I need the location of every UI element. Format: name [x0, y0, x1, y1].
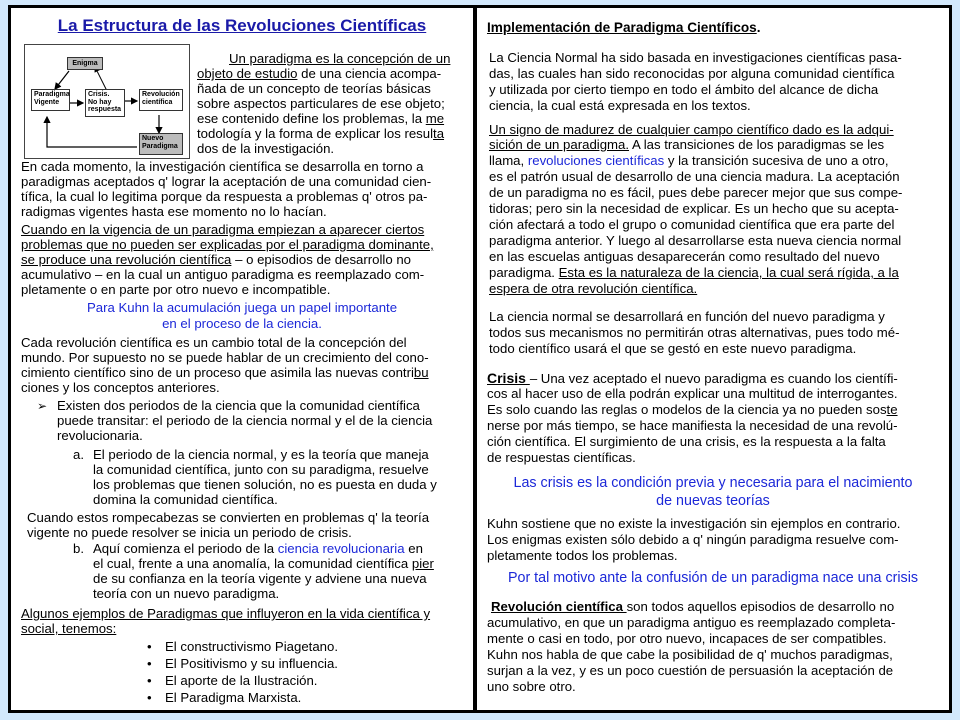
r-p2-line-10: paradigma. Esta es la naturaleza de la ciencia, la cual será rígida, a la: [489, 265, 899, 280]
item-a-line-3: los problemas que tienen solución, no es puesta en duda y: [93, 477, 437, 492]
crisis-line-6: de respuestas científicas.: [487, 450, 636, 465]
examples-line-2: social, tenemos:: [21, 621, 117, 636]
diagram-node-crisis: Crisis. No hay respuesta: [85, 89, 125, 117]
diagram-node-revolucion: Revolución científica: [139, 89, 183, 111]
intro-line-3: ñada de un concepto de teorías básicas: [197, 81, 431, 96]
example-item-3: El aporte de la Ilustración.: [165, 673, 318, 688]
r-p2-line-5: de un paradigma no es fácil, pues debe parecer mejor que sus compe-: [489, 185, 903, 200]
intro-line-7: dos de la investigación.: [197, 141, 335, 156]
r-p3-line-2: todos sus mecanismos no permitirán otras alternativas, pues todo mé-: [489, 325, 900, 340]
p2-line-2: problemas que no pueden ser explicadas por el paradigma dominante,: [21, 237, 434, 252]
intro-line-6: todología y la forma de explicar los resulta: [197, 126, 445, 141]
example-item-1: El constructivismo Piagetano.: [165, 639, 338, 654]
p1-line-4: radigmas vigentes hasta ese momento no lo hacían.: [21, 204, 327, 219]
kuhn-quote-line-2: en el proceso de la ciencia.: [162, 316, 322, 331]
crisis-line-1: Crisis – Una vez aceptado el nuevo paradigma es cuando los científi-: [487, 370, 898, 386]
revolution-line-5: surjan a la vez, y es un poco cuestión de persuasión la aceptación de: [487, 663, 894, 678]
item-a-label: a.: [73, 447, 84, 462]
r-p4-line-3: pletamente todos los problemas.: [487, 548, 678, 563]
crisis-quote-line-1: Las crisis es la condición previa y necesaria para el nacimiento: [513, 475, 913, 491]
bullet-icon: •: [147, 673, 152, 688]
r-p2-line-11: espera de otra revolución científica.: [489, 281, 698, 296]
r-p3-line-3: todo científico usará el que se gestó en este nuevo paradigma.: [489, 341, 857, 356]
revolution-line-2: acumulativo, en que un paradigma antiguo es reemplazado completa-: [487, 615, 896, 630]
p1-line-1: En cada momento, la investigación científica se desarrolla en torno a: [21, 159, 424, 174]
r-p1-line-1: La Ciencia Normal ha sido basada en investigaciones científicas pasa-: [489, 50, 902, 65]
p3-line-4: ciones y los conceptos anteriores.: [21, 380, 220, 395]
p3-line-1: Cada revolución científica es un cambio total de la concepción del: [21, 335, 407, 350]
r-p1-line-3: y utilizada por cierto tiempo en todo el ámbito del alcance de dicha: [489, 82, 879, 97]
kuhn-quote-line-1: Para Kuhn la acumulación juega un papel importante: [86, 300, 398, 315]
periods-line-2: puede transitar: el periodo de la ciencia normal y el de la ciencia: [57, 413, 433, 428]
item-b-line-3: de su confianza en la teoría vigente y adviene una nueva: [93, 571, 427, 586]
bullet-icon: •: [147, 656, 152, 671]
item-b-line-2: el cual, frente a una anomalía, la comunidad científica pier: [93, 556, 434, 571]
item-b-line-4: teoría con un nuevo paradigma.: [93, 586, 280, 601]
p3-line-2: mundo. Por supuesto no se puede hablar de un crecimiento del cono-: [21, 350, 429, 365]
r-p2-line-7: ción afectará a todo el grupo o comunidad científica que era parte del: [489, 217, 895, 232]
p1-line-2: paradigmas aceptados q' lograr la aceptación de una comunidad cien-: [21, 174, 432, 189]
intro-line-2: objeto de estudio de una ciencia acompa-: [197, 66, 442, 81]
r-p2-line-2: sición de un paradigma. A las transiciones de los paradigmas se les: [489, 137, 885, 152]
crisis-line-2: cos al hacer uso de ella podrán explicar una multitud de interrogantes.: [487, 386, 898, 401]
right-title: Implementación de Paradigma Científicos.: [487, 20, 761, 35]
intro-line-4: sobre aspectos particulares de ese objeto;: [197, 96, 445, 111]
left-title: La Estructura de las Revoluciones Científicas: [57, 16, 427, 35]
item-b-line-1: Aquí comienza el periodo de la ciencia revolucionaria en: [93, 541, 423, 556]
diagram-node-paradigma-vigente: Paradigma Vigente: [31, 89, 70, 111]
confusion-quote: Por tal motivo ante la confusión de un paradigma nace una crisis: [507, 570, 919, 586]
p4-line-2: vigente no puede resolver se inicia un periodo de crisis.: [27, 525, 352, 540]
p2-line-3: se produce una revolución científica – o episodios de desarrollo no: [21, 252, 412, 267]
r-p2-line-6: tidoras; pero sin la necesidad de explicar. Es un hecho que su acepta-: [489, 201, 899, 216]
p2-line-4: acumulativo – en la cual un antiguo paradigma es reemplazado com-: [21, 267, 425, 282]
periods-line-3: revolucionaria.: [57, 428, 143, 443]
arrow-bullet-icon: ➢: [37, 399, 48, 413]
periods-line-1: Existen dos periodos de la ciencia que la comunidad científica: [57, 398, 420, 413]
r-p2-line-9: en las escuelas antiguas desaparecerán como resultado del nuevo: [489, 249, 880, 264]
p4-line-1: Cuando estos rompecabezas se convierten en problemas q' la teoría: [27, 510, 430, 525]
bullet-icon: •: [147, 639, 152, 654]
r-p2-line-8: paradigma anterior. Y luego al desarrollarse esta nueva ciencia normal: [489, 233, 902, 248]
r-p1-line-2: das, las cuales han sido reconocidas por alguna comunidad científica: [489, 66, 895, 81]
crisis-quote-line-2: de nuevas teorías: [656, 493, 770, 509]
example-item-2: El Positivismo y su influencia.: [165, 656, 338, 671]
r-p4-line-1: Kuhn sostiene que no existe la investigación sin ejemplos en contrario.: [487, 516, 901, 531]
crisis-line-4: nerse por más tiempo, se hace manifiesta la necesidad de una revolú-: [487, 418, 898, 433]
r-p4-line-2: Los enigmas existen sólo debido a q' ningún paradigma resuelve com-: [487, 532, 899, 547]
item-a-line-4: domina la comunidad científica.: [93, 492, 278, 507]
r-p2-line-1: Un signo de madurez de cualquier campo científico dado es la adqui-: [489, 122, 894, 137]
intro-line-5: ese contenido define los problemas, la me: [197, 111, 445, 126]
r-p2-line-4: es el patrón usual de desarrollo de una ciencia madura. La aceptación: [489, 169, 900, 184]
p2-line-1: Cuando en la vigencia de un paradigma empiezan a aparecer ciertos: [21, 222, 425, 237]
r-p3-line-1: La ciencia normal se desarrollará en función del nuevo paradigma y: [489, 309, 885, 324]
right-panel: [474, 5, 952, 713]
p1-line-3: tífica, la cual lo legitima porque da respuesta a problemas q' otros pa-: [21, 189, 428, 204]
p3-line-3: cimiento científico sino de un proceso que asimila las nuevas contribu: [21, 365, 429, 380]
revolution-line-3: mente o casi en todo, por otro nuevo, incapaces de ser compatibles.: [487, 631, 887, 646]
revolution-line-4: Kuhn nos habla de que cabe la posibilidad de q' muchos paradigmas,: [487, 647, 893, 662]
diagram-node-nuevo-paradigma: Nuevo Paradigma: [139, 133, 183, 155]
item-a-line-1: El periodo de la ciencia normal, y es la teoría que maneja: [93, 447, 429, 462]
revolution-line-6: uno sobre otro.: [487, 679, 576, 694]
crisis-line-5: ción científica. El surgimiento de una crisis, es la respuesta a la falta: [487, 434, 886, 449]
intro-line-1: Un paradigma es la concepción de un: [229, 51, 451, 66]
r-p1-line-4: ciencia, la cual está expresada en los textos.: [489, 98, 751, 113]
item-a-line-2: la comunidad científica, junto con su paradigma, resuelve: [93, 462, 429, 477]
examples-line-1: Algunos ejemplos de Paradigmas que influyeron en la vida científica y: [21, 606, 431, 621]
p2-line-5: pletamente o en parte por otro nuevo e incompatible.: [21, 282, 331, 297]
crisis-line-3: Es solo cuando las reglas o modelos de la ciencia ya no pueden soste: [487, 402, 898, 417]
example-item-4: El Paradigma Marxista.: [165, 690, 302, 705]
item-b-label: b.: [73, 541, 84, 556]
revolution-line-1: Revolución científica son todos aquellos episodios de desarrollo no: [491, 599, 895, 614]
bullet-icon: •: [147, 690, 152, 705]
left-panel: [8, 5, 476, 713]
paradigm-cycle-diagram: [24, 44, 190, 159]
r-p2-line-3: llama, revoluciones científicas y la transición sucesiva de uno a otro,: [489, 153, 889, 168]
diagram-node-enigma: Enigma: [67, 57, 103, 70]
